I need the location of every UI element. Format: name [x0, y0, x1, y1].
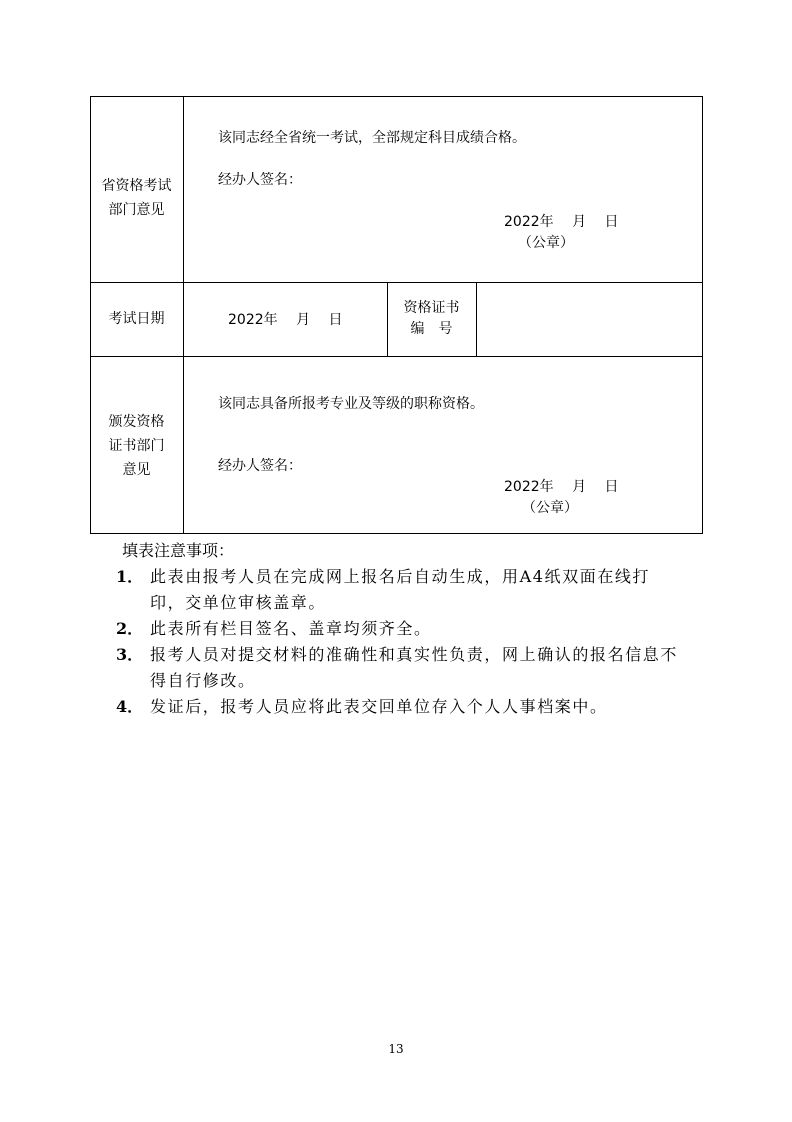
label-line: 颁发资格	[108, 414, 165, 430]
column-divider	[183, 96, 184, 534]
note-number: 3．	[116, 645, 144, 664]
note-number: 2．	[116, 619, 144, 638]
handler-signature-label: 经办人签名：	[218, 172, 302, 188]
official-seal-label: （公章）	[518, 235, 574, 251]
note-text: 发证后，报考人员应将此表交回单位存入个人人事档案中。	[150, 697, 608, 716]
label-line: 资格证书	[403, 300, 460, 316]
label-line: 证书部门	[108, 438, 165, 454]
exam-pass-statement: 该同志经全省统一考试，全部规定科目成绩合格。	[218, 130, 526, 146]
note-text: 此表所有栏目签名、盖章均须齐全。	[150, 619, 432, 638]
approval-date: 2022年 月 日	[504, 214, 619, 230]
exam-date-value: 2022年 月 日	[228, 312, 343, 328]
qualification-statement: 该同志具备所报考专业及等级的职称资格。	[218, 396, 484, 412]
provincial-exam-dept-label	[90, 156, 183, 240]
label-line: 部门意见	[108, 202, 165, 218]
note-text: 此表由报考人员在完成网上报名后自动生成，用A4纸双面在线打印，交单位审核盖章。	[150, 567, 651, 612]
official-seal-label: （公章）	[522, 500, 578, 516]
row-divider	[90, 356, 703, 357]
label-line: 意见	[122, 462, 151, 478]
certificate-issuing-dept-label	[90, 406, 183, 486]
issuing-date: 2022年 月 日	[504, 479, 619, 495]
column-divider	[476, 282, 477, 356]
page-number: 13	[388, 1042, 404, 1056]
note-text: 报考人员对提交材料的准确性和真实性负责，网上确认的报名信息不得自行修改。	[150, 645, 679, 690]
notes-title: 填表注意事项：	[122, 541, 235, 560]
note-number: 1．	[116, 567, 144, 586]
note-number: 4．	[116, 697, 144, 716]
label-line: 省资格考试	[101, 178, 172, 194]
handler-signature-label: 经办人签名：	[218, 458, 302, 474]
exam-date-label: 考试日期	[108, 311, 165, 327]
certificate-number-label	[387, 292, 476, 346]
approval-form-table	[90, 96, 703, 534]
label-line: 编 号	[410, 321, 453, 337]
